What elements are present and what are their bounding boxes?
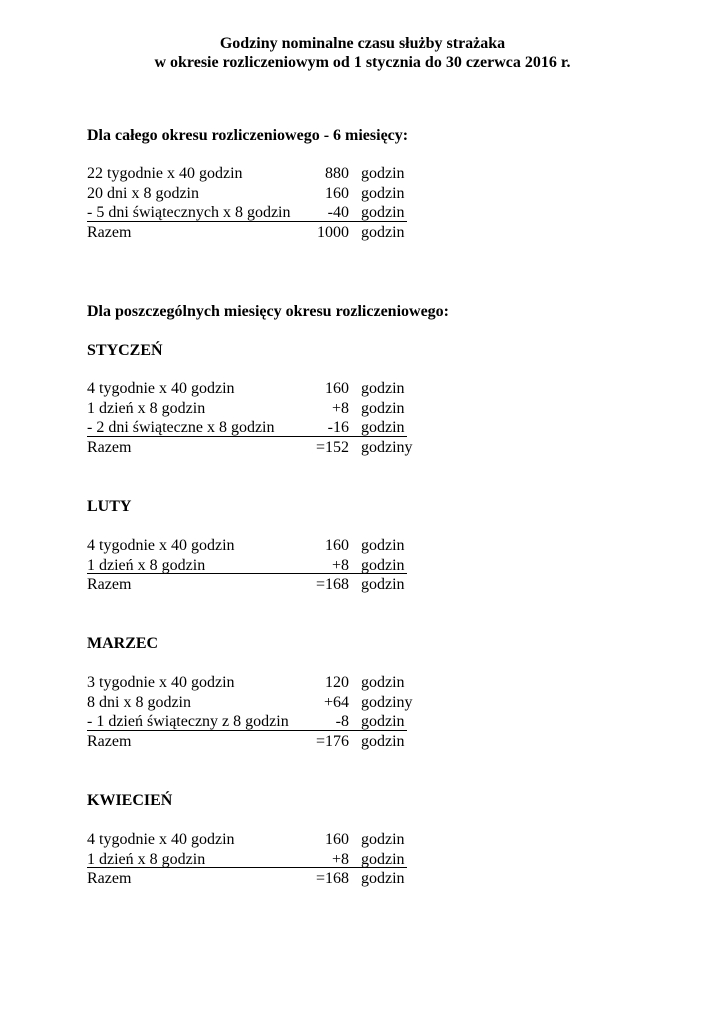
calc-row-underlined [87, 556, 417, 576]
row-unit: godzin [361, 165, 405, 182]
month-name-april: KWIECIEŃ [87, 792, 173, 809]
month-name-january: STYCZEŃ [87, 342, 163, 359]
row-description: Razem [87, 223, 132, 241]
row-unit: godzin [361, 674, 405, 691]
document-title-line-2: w okresie rozliczeniowym od 1 stycznia do 30 czerwca 2016 r. [154, 54, 571, 71]
row-description: Razem [87, 438, 132, 456]
row-unit: godzin [361, 204, 405, 222]
row-unit: godzin [361, 831, 405, 848]
document-title-line-1: Godziny nominalne czasu służby strażaka [219, 35, 506, 52]
row-unit: godzin [361, 223, 405, 241]
row-description: Razem [87, 732, 132, 750]
whole-period-heading: Dla całego okresu rozliczeniowego - 6 miesięcy: [87, 127, 409, 144]
row-description: Razem [87, 576, 132, 594]
calc-total-row [87, 438, 417, 458]
calc-row [87, 164, 417, 184]
calc-row-underlined [87, 712, 417, 732]
row-amount: 160 [325, 537, 349, 554]
row-amount: =176 [315, 732, 349, 750]
april-calculation [87, 830, 417, 889]
row-description: Razem [87, 870, 132, 888]
month-name-march: MARZEC [87, 635, 159, 652]
row-amount: -16 [327, 419, 349, 437]
row-description: 1 dzień x 8 godzin [87, 556, 206, 574]
row-unit: godzin [361, 380, 405, 397]
row-unit: godzin [361, 184, 405, 202]
row-amount: 1000 [317, 223, 349, 241]
row-description: 3 tygodnie x 40 godzin [87, 674, 235, 691]
calc-total-row [87, 223, 417, 243]
row-amount: +8 [331, 850, 349, 868]
row-description: - 5 dni świątecznych x 8 godzin [87, 204, 291, 222]
calc-row [87, 379, 417, 399]
row-amount: =168 [315, 576, 349, 594]
row-amount: =152 [315, 438, 349, 456]
row-amount: +8 [331, 556, 349, 574]
months-heading: Dla poszczególnych miesięcy okresu rozliczeniowego: [87, 303, 449, 320]
january-calculation [87, 379, 417, 457]
calc-row [87, 184, 417, 204]
calc-total-row [87, 575, 417, 595]
row-description: 4 tygodnie x 40 godzin [87, 831, 235, 848]
row-description: 1 dzień x 8 godzin [87, 850, 206, 868]
row-description: 1 dzień x 8 godzin [87, 399, 206, 417]
calc-row [87, 399, 417, 419]
row-unit: godzin [361, 537, 405, 554]
row-amount: 120 [325, 674, 349, 691]
month-name-february: LUTY [87, 498, 132, 515]
calc-row-underlined [87, 418, 417, 438]
row-amount: =168 [315, 870, 349, 888]
row-amount: +64 [323, 693, 349, 711]
row-unit: godzin [361, 713, 405, 731]
calc-row-underlined [87, 203, 417, 223]
calc-total-row [87, 732, 417, 752]
row-amount: +8 [331, 399, 349, 417]
row-unit: godzin [361, 870, 405, 888]
row-description: 20 dni x 8 godzin [87, 184, 199, 202]
row-unit: godzin [361, 556, 405, 574]
calc-row [87, 536, 417, 556]
row-amount: 160 [325, 380, 349, 397]
row-unit: godzin [361, 419, 405, 437]
row-amount: 160 [325, 831, 349, 848]
row-amount: 880 [325, 165, 349, 182]
row-unit: godziny [361, 693, 413, 711]
row-description: 4 tygodnie x 40 godzin [87, 537, 235, 554]
march-calculation [87, 673, 417, 751]
row-description: - 1 dzień świąteczny z 8 godzin [87, 713, 289, 731]
row-amount: -8 [335, 713, 349, 731]
calc-row [87, 830, 417, 850]
calc-row [87, 693, 417, 713]
row-unit: godzin [361, 850, 405, 868]
calc-row-underlined [87, 850, 417, 870]
whole-period-calculation [87, 164, 417, 242]
row-unit: godzin [361, 399, 405, 417]
row-description: - 2 dni świąteczne x 8 godzin [87, 419, 275, 437]
row-amount: 160 [325, 184, 349, 202]
row-description: 22 tygodnie x 40 godzin [87, 165, 243, 182]
row-unit: godziny [361, 438, 413, 456]
row-unit: godzin [361, 732, 405, 750]
row-description: 4 tygodnie x 40 godzin [87, 380, 235, 397]
row-description: 8 dni x 8 godzin [87, 693, 191, 711]
calc-row [87, 673, 417, 693]
row-unit: godzin [361, 576, 405, 594]
row-amount: -40 [327, 204, 349, 222]
calc-total-row [87, 869, 417, 889]
february-calculation [87, 536, 417, 595]
